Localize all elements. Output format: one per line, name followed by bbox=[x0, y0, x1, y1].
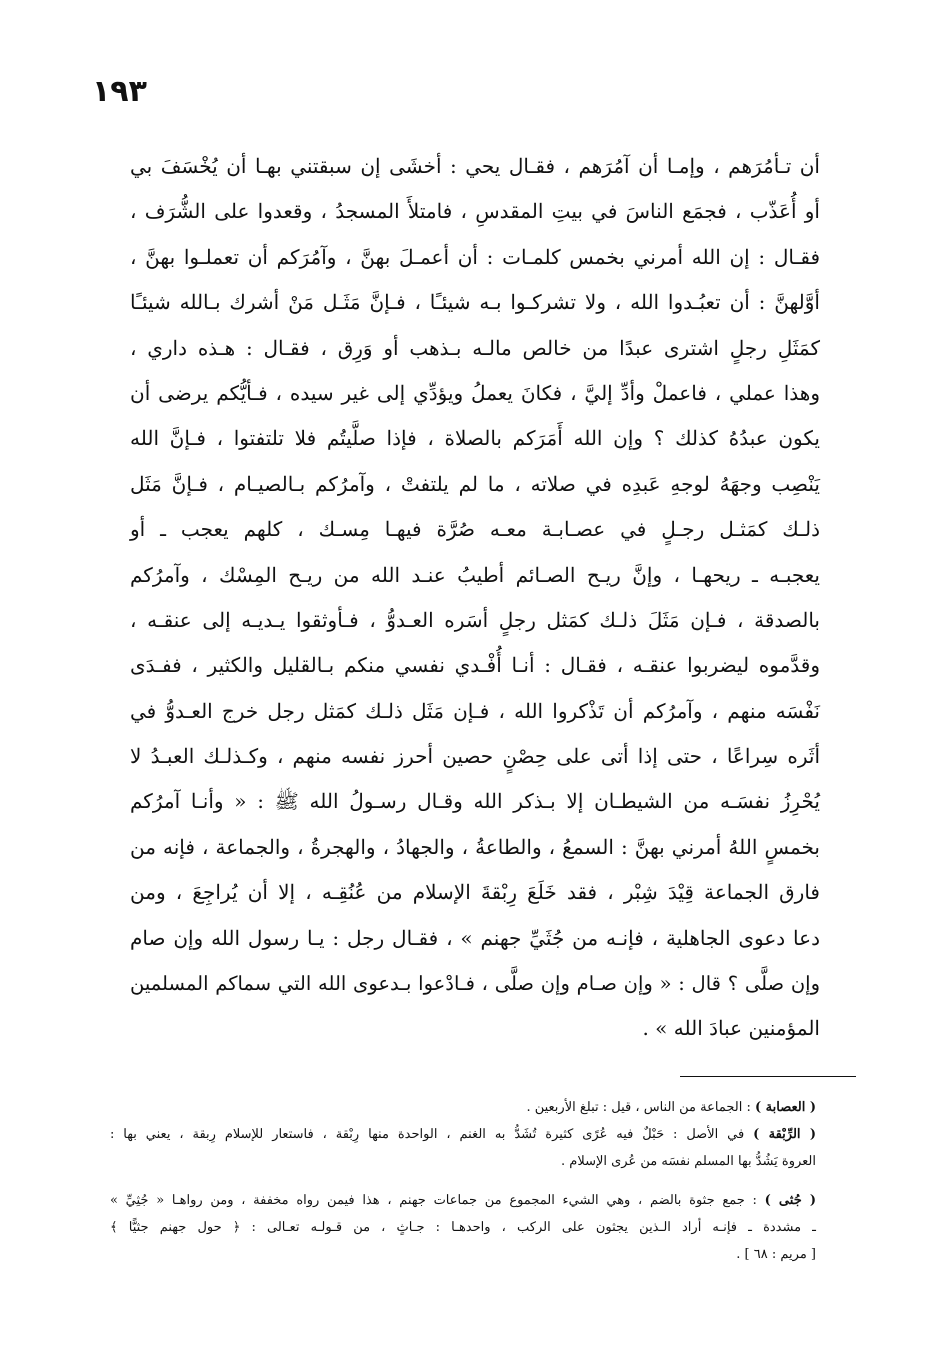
footnote-line bbox=[110, 1187, 816, 1214]
footnote-text: : جمع جثوة بالضم ، وهي الشيء المجموع من جماعات جهنم ، هذا فيمن رواه مخففة ، ومن رواهـا « جُثِيِّ » bbox=[110, 1193, 757, 1208]
text-line: أو أُعَذّب ، فجمَع الناسَ في بيتِ المقدسِ ، فامتلأَ المسجدُ ، وقعدوا على الشُّرَف ، bbox=[130, 199, 820, 224]
text-line: دعا دعوى الجاهلية ، فإنـه من جُثَيِّ جهنم » ، فقـال رجل : يـا رسول الله وإن صام bbox=[130, 925, 820, 950]
text-line: وإن صلَّى ؟ قال : « وإن صـام وإن صلَّى ، فـادْعوا بـدعوى الله التي سماكم المسلمين bbox=[130, 972, 820, 996]
text-line: وقدَّموه ليضربوا عنقـه ، فقـال : أنـا أُفْـدي نفسي منكم بـالقليل والكثير ، ففـدَى bbox=[130, 653, 820, 678]
text-line: أوَّلهنَّ : أن تعبُـدوا الله ، ولا تشركـوا بـه شيئـًا ، فـإنَّ مَثَـل مَنْ أشرك بـالله شيئـًا bbox=[130, 290, 820, 315]
text-line: أن تـأمُرَهم ، وإمـا أن آمُرَهم ، فقـال يحي : أخشَى إن سبقتني بهـا أن يُخْسَفَ بي bbox=[130, 154, 820, 178]
footnote-term: ( جُثى ) bbox=[764, 1193, 816, 1208]
footnotes bbox=[110, 1094, 816, 1268]
footnote-line bbox=[110, 1094, 816, 1121]
footnote-term: ( العصابة ) bbox=[754, 1100, 816, 1115]
footnote-line: [ مريم : ٦٨ ] . bbox=[736, 1247, 816, 1262]
footnote-line bbox=[110, 1121, 816, 1148]
text-line: المؤمنين عبادَ الله » . bbox=[642, 1016, 820, 1041]
text-line: يُحْرِزُ نفسَـه من الشيطـان إلا بـذكر الله وقـال رسـولُ الله ﷺ : « وأنـا آمرُكم bbox=[130, 789, 820, 814]
page-number: ١٩٣ bbox=[92, 74, 147, 109]
text-line: ذلـك كمَثـل رجـلٍ في عصـابـة معـه صُرَّة فيهـا مِسـك ، كلهم يعجب ـ أو bbox=[130, 517, 820, 542]
text-line: يعجبـه ـ ريحهـا ، وإنَّ ريـح الصـائم أطيبُ عنـد الله من ريـح المِسْك ، وآمرُكم bbox=[130, 562, 820, 587]
main-text bbox=[130, 144, 820, 1052]
footnote-text: : الجماعة من الناس ، قيل : تبلغ الأربعين . bbox=[526, 1100, 751, 1115]
text-line: وهذا عملي ، فاعملْ وأدِّ إليَّ ، فكانَ يعملُ ويؤدِّي إلى غير سيده ، فـأيُّكم يرضى أن bbox=[130, 380, 820, 405]
footnote-line: ـ مشددة ـ فإنـه أراد الـذين يجثون على الركب ، واحدهـا : جـاثٍ ، من قـولـه تعـالى : ﴿ حول جهنم جثيًّا ﴾ bbox=[110, 1220, 816, 1235]
footnote-term: ( الرِّبْقة ) bbox=[753, 1127, 817, 1142]
text-line: كمَثَلِ رجلٍ اشترى عبدًا من خالص مالـه بـذهب أو وَرِق ، فقـال : هـذه داري ، bbox=[130, 335, 820, 360]
text-line: أثَره سِراعًا ، حتى إذا أتى على حِصْنٍ حصين أحرز نفسه منهم ، وكـذلـك العبـدُ لا bbox=[130, 744, 820, 769]
text-line: بخمسٍ اللهُ أمرني بهنَّ : السمعُ ، والطاعةُ ، والجهادُ ، والهجرةُ ، والجماعة ، فإنه من bbox=[130, 834, 820, 859]
text-line: بالصدقة ، فـإن مَثَلَ ذلـك كمَثل رجلٍ أسَره العـدوُّ ، فـأوثقوا يـديـه إلى عنقـه ، bbox=[130, 607, 820, 632]
footnote-text: في الأصل : حَبْلٌ فيه عُرًى كثيرة تُشَدُّ به الغنم ، الواحدة منها رِبْقة ، فاستعار للإسلام رِبقة ، يعني بها : bbox=[110, 1127, 745, 1142]
footnote-divider bbox=[680, 1076, 856, 1077]
text-line: فقـال : إن الله أمرني بخمس كلمـات : أن أعمـلَ بهنَّ ، وآمُرَكم أن تعملـوا بهنَّ ، bbox=[130, 244, 820, 269]
text-line: يكون عبدُهُ كذلك ؟ وإن الله أَمَرَكم بالصلاة ، فإذا صلَّيتُم فلا تلتفتوا ، فـإنَّ الله bbox=[130, 426, 820, 451]
text-line: نَفْسَه منهم ، وآمرُكم أن تَذْكروا الله ، فـإن مَثَل ذلـك كمَثل رجل خرج العـدوُّ في bbox=[130, 698, 820, 723]
text-line: فارق الجماعة قِيْدَ شِبْر ، فقد خَلَعَ رِبْقةَ الإسلام من عُنُقِـه ، إلا أن يُراجِعَ ، ومن bbox=[130, 880, 820, 905]
text-line: يَنْصِب وجهَهُ لوجهِ عَبدِه في صلاته ، ما لم يلتفتْ ، وآمرُكم بـالصيـام ، فـإنَّ مَثَل bbox=[130, 471, 820, 496]
footnote-line: العروة يَشُدُّ بها المسلم نفسَه من عُرى الإسلام . bbox=[561, 1154, 816, 1169]
